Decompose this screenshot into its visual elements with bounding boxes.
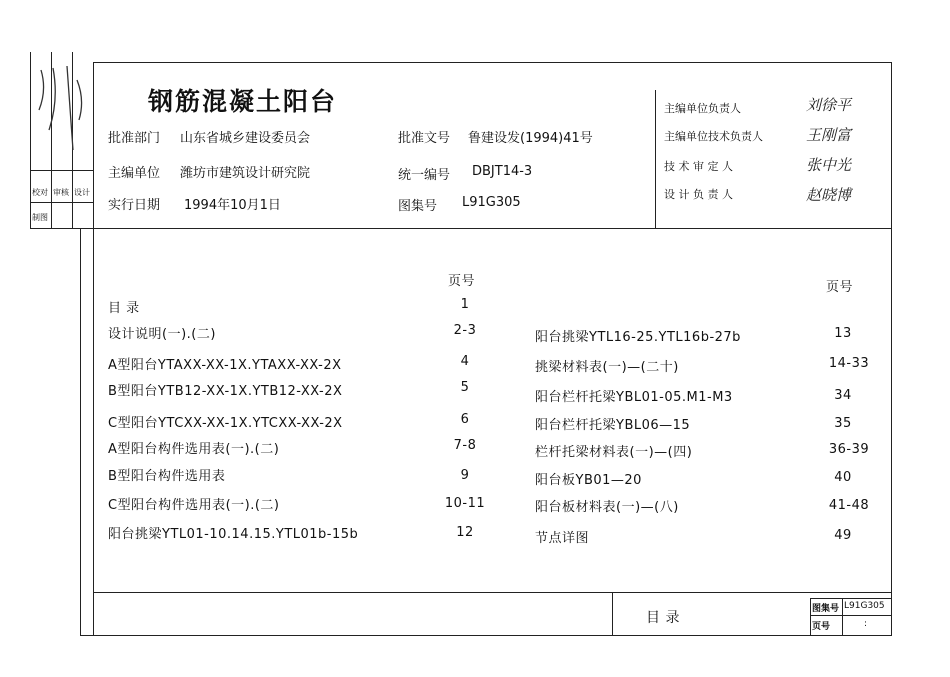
toc-left-label: A型阳台构件选用表(一).(二) [108,442,280,457]
toc-page-header-left: 页号 [448,274,476,289]
toc-left-label: 阳台挑梁YTL01-10.14.15.YTL01b-15b [108,527,359,542]
toc-right-label: 阳台栏杆托梁YBL06—15 [535,418,691,433]
toc-right-label: 阳台板材料表(一)—(八) [535,500,679,515]
toc-left-page: 10-11 [444,496,486,511]
toc-left-page: 6 [460,412,470,427]
role-tech-review: 技 术 审 定 人 [664,160,733,173]
approve-dept-label: 批准部门 [108,131,161,146]
signature-3: 张中光 [806,156,852,174]
toc-left-page: 1 [460,297,470,312]
toc-left-label: B型阳台构件选用表 [108,469,226,484]
page-title: 钢筋混凝土阳台 [148,87,338,116]
stamp-cell-draw: 制图 [32,213,48,222]
atlas-number: L91G305 [462,195,521,210]
toc-right-label: 节点详图 [535,531,590,546]
toc-right-page: 13 [834,326,852,341]
left-stamp [30,52,94,228]
signature-1: 刘徐平 [806,96,852,114]
toc-left-label: B型阳台YTB12-XX-1X.YTB12-XX-2X [108,384,343,399]
serial-label: 统一编号 [398,168,451,183]
toc-left-page: 7-8 [453,438,477,453]
approve-doc: 鲁建设发(1994)41号 [468,131,593,146]
toc-right-page: 36-39 [828,442,870,457]
stamp-cell-design: 设计 [74,188,90,197]
toc-right-page: 40 [834,470,852,485]
stamp-signature-graphic [33,60,91,160]
toc-right-label: 挑梁材料表(一)—(二十) [535,360,679,375]
header-divider [655,90,656,228]
editor-unit: 潍坊市建筑设计研究院 [180,166,311,181]
role-design-lead: 设 计 负 责 人 [664,188,733,201]
toc-left-page: 12 [456,525,474,540]
toc-right-page: 41-48 [828,498,870,513]
toc-left-label: 设计说明(一).(二) [108,327,216,342]
toc-left-page: 4 [460,354,470,369]
toc-left-label: 目 录 [108,301,140,316]
footer-atlas-number: L91G305 [844,601,885,611]
atlas-label: 图集号 [398,199,438,214]
header-bottom-rule [93,228,892,229]
footer-page-label: 页号 [812,622,831,632]
frame-left-outer [80,228,81,636]
toc-left-page: 9 [460,468,470,483]
stamp-cell-check: 校对 [32,188,48,197]
signature-4: 赵晓博 [806,186,852,204]
toc-left-page: 5 [460,380,470,395]
footer-divider [612,592,613,636]
serial: DBJT14-3 [472,164,533,179]
frame-bottom [80,635,892,636]
footer-page-value: : [864,619,868,629]
toc-page-header-right: 页号 [826,280,854,295]
footer-atlas-label: 图集号 [812,604,840,614]
editor-unit-label: 主编单位 [108,166,161,181]
signature-2: 王刚富 [806,126,852,144]
footer-section-title: 目 录 [646,610,680,626]
toc-right-label: 阳台板YB01—20 [535,473,642,488]
toc-left-page: 2-3 [453,323,477,338]
footer-atlas-box [810,598,891,635]
impl-date-label: 实行日期 [108,198,161,213]
toc-left-label: C型阳台构件选用表(一).(二) [108,498,280,513]
toc-right-label: 阳台栏杆托梁YBL01-05.M1-M3 [535,390,733,405]
toc-right-page: 14-33 [828,356,870,371]
toc-right-label: 栏杆托梁材料表(一)—(四) [535,445,693,460]
impl-date: 1994年10月1日 [184,198,281,213]
role-chief-unit: 主编单位负责人 [664,102,741,115]
toc-right-page: 35 [834,416,852,431]
frame-right [891,62,892,635]
toc-right-page: 34 [834,388,852,403]
toc-left-label: A型阳台YTAXX-XX-1X.YTAXX-XX-2X [108,358,342,373]
stamp-cell-review: 审核 [53,188,69,197]
toc-left-label: C型阳台YTCXX-XX-1X.YTCXX-XX-2X [108,416,343,431]
role-tech-chief: 主编单位技术负责人 [664,130,763,143]
approve-doc-label: 批准文号 [398,131,451,146]
approve-dept: 山东省城乡建设委员会 [180,131,311,146]
footer-top-rule [93,592,892,593]
toc-right-page: 49 [834,528,852,543]
frame-top [93,62,892,63]
toc-right-label: 阳台挑梁YTL16-25.YTL16b-27b [535,330,741,345]
